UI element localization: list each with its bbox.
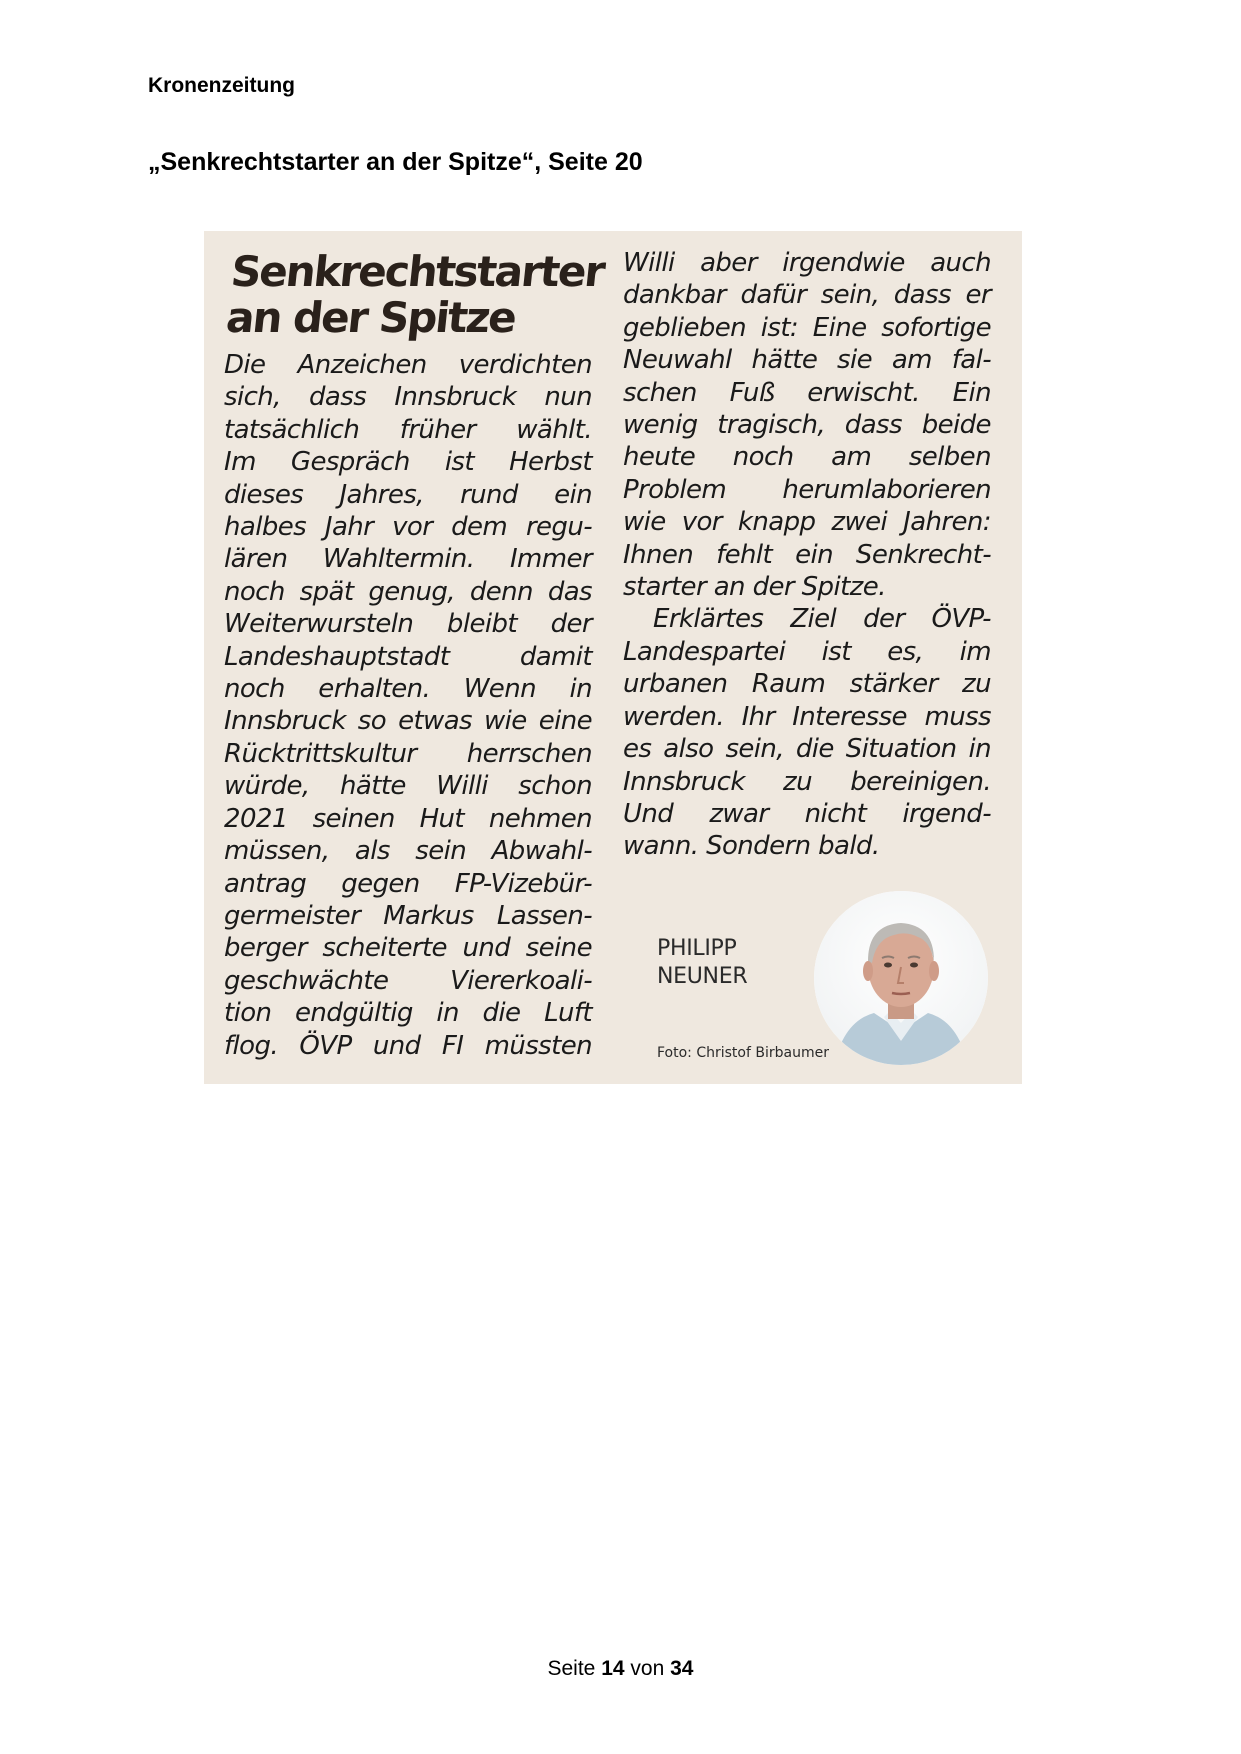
article-title-line: Senkrechtstarter: [228, 247, 606, 296]
article-word: das: [547, 576, 592, 607]
article-word: zwar: [709, 798, 769, 829]
article-word: Innsbruck: [623, 766, 745, 797]
article-word: Senkrecht-: [855, 539, 991, 570]
article-word: und: [462, 933, 511, 964]
article-word: der: [863, 604, 905, 635]
article-word: ÖVP-: [931, 604, 991, 635]
article-text-line: [224, 543, 592, 575]
article-text-line: [623, 247, 991, 279]
article-text-line: [224, 349, 592, 381]
article-word: müssten: [484, 1030, 592, 1061]
article-word: noch: [224, 674, 285, 705]
article-word: noch: [224, 576, 285, 607]
article-word: seine: [525, 933, 592, 964]
article-word: er: [965, 280, 991, 311]
article-word: ist:: [760, 312, 799, 343]
article-text-line: [224, 414, 592, 446]
article-word: wählt.: [516, 414, 592, 445]
article-word: seinen: [312, 803, 395, 834]
article-word: scheiterte: [322, 933, 447, 964]
article-word: dass: [893, 280, 951, 311]
article-word: am: [831, 442, 872, 473]
article-word: Erklärtes: [653, 604, 764, 635]
article-word: in: [436, 998, 459, 1029]
article-word: Ihnen: [623, 539, 694, 570]
article-word: dass: [844, 410, 902, 441]
article-text-line: [623, 279, 991, 311]
article-text-line: [224, 1030, 592, 1062]
article-word: fehlt: [716, 539, 773, 570]
article-word: Jahren:: [903, 507, 991, 538]
article-word: flog.: [224, 1030, 279, 1061]
article-word: vor: [392, 512, 433, 543]
article-left-column: [223, 247, 606, 1062]
article-word: eine: [538, 706, 592, 737]
article-text-line: [224, 641, 592, 673]
article-word: und: [372, 1030, 421, 1061]
article-title-line: an der Spitze: [223, 293, 518, 342]
article-word: geblieben: [623, 312, 747, 343]
article-word: Wenn: [463, 674, 536, 705]
article-word: Raum: [751, 669, 826, 700]
article-word: wie: [623, 507, 666, 538]
document-headline: „Senkrechtstarter an der Spitze“, Seite 20: [148, 148, 643, 176]
article-word: dafür: [740, 280, 807, 311]
article-word: stärker: [849, 669, 938, 700]
article-word: irgend-: [902, 798, 991, 829]
article-text-line: [224, 738, 592, 770]
article-text-line: [224, 576, 592, 608]
article-text-line: [623, 636, 991, 668]
article-word: noch: [732, 442, 794, 473]
article-right-column: [623, 247, 991, 863]
article-left-text: [224, 349, 592, 1062]
article-word: selben: [908, 442, 991, 473]
article-word: verdichten: [458, 350, 592, 380]
article-text-line: [224, 868, 592, 900]
article-word: halbes: [224, 512, 307, 543]
article-word: germeister: [224, 900, 361, 931]
article-word: die: [795, 734, 834, 765]
article-text-line: [623, 312, 991, 344]
article-word: hätte: [751, 345, 818, 376]
article-word: so: [357, 706, 387, 737]
article-word: FP-Vizebür-: [454, 868, 592, 899]
article-word: nicht: [804, 798, 867, 829]
article-word: in: [569, 674, 592, 705]
article-text-line: [623, 668, 991, 700]
article-word: sein: [415, 836, 467, 867]
article-word: zu: [962, 669, 991, 700]
article-word: Immer: [509, 544, 592, 575]
article-word: sein,: [820, 280, 880, 311]
article-word: vor: [681, 507, 722, 538]
article-word: auch: [930, 248, 991, 278]
article-word: Wahltermin.: [322, 544, 475, 575]
article-word: Die: [224, 350, 266, 380]
article-word: etwas: [398, 706, 472, 737]
article-word: ist: [444, 447, 474, 478]
article-text-line: [224, 705, 592, 737]
article-text-line: [224, 770, 592, 802]
article-word: wenig: [623, 410, 698, 441]
article-word: herrschen: [466, 738, 592, 769]
article-word: Innsbruck: [224, 706, 346, 737]
author-portrait-icon: [814, 891, 988, 1065]
article-word: geschwächte: [224, 965, 389, 996]
article-word: tragisch,: [717, 410, 825, 441]
article-word: also: [663, 734, 714, 765]
article-word: denn: [469, 576, 533, 607]
article-text-line: starter an der Spitze.: [623, 572, 886, 603]
article-text-line: [224, 932, 592, 964]
document-source: Kronenzeitung: [148, 74, 295, 97]
article-word: bereinigen.: [850, 766, 991, 797]
article-word: FI: [441, 1030, 464, 1061]
article-word: erwischt.: [807, 377, 920, 408]
article-word: erhalten.: [318, 674, 431, 705]
article-word: dem: [451, 512, 508, 543]
article-word: Eine: [812, 312, 867, 343]
article-word: schen: [623, 377, 697, 408]
article-word: dass: [309, 382, 367, 413]
page-of-label: von: [630, 1657, 665, 1680]
article-word: Und: [623, 798, 674, 829]
article-word: Luft: [544, 998, 592, 1029]
article-word: knapp: [737, 507, 816, 538]
article-word: Viererkoali-: [450, 965, 592, 996]
total-pages: 34: [670, 1657, 694, 1680]
article-text-line: [224, 511, 592, 543]
author-first-name: PHILIPP: [657, 936, 737, 961]
article-word: Jahr: [324, 512, 374, 543]
article-text-line: [623, 539, 991, 571]
article-text-line: [623, 603, 991, 635]
article-word: nun: [544, 382, 592, 413]
article-word: ist: [821, 636, 851, 667]
article-word: herumlaborieren: [782, 474, 991, 505]
article-word: Landeshauptstadt: [224, 641, 450, 672]
article-word: Jahres,: [339, 479, 424, 510]
article-word: dankbar: [623, 280, 726, 311]
newspaper-clipping: [204, 231, 1022, 1084]
page-number-footer: [0, 1657, 1241, 1681]
article-word: schon: [518, 771, 592, 802]
article-text-line: [224, 673, 592, 705]
article-text-line: [623, 766, 991, 798]
article-word: genug,: [368, 576, 455, 607]
article-word: Fuß: [729, 377, 775, 408]
article-word: tion: [224, 998, 272, 1029]
article-text-line: [623, 733, 991, 765]
article-word: Weiterwursteln: [224, 609, 414, 640]
article-word: 2021: [224, 803, 288, 834]
article-word: Anzeichen: [297, 350, 427, 380]
article-word: fal-: [951, 345, 991, 376]
article-word: endgültig: [295, 998, 413, 1029]
article-word: urbanen: [623, 669, 728, 700]
article-title: [223, 247, 606, 342]
article-word: Im: [224, 447, 256, 478]
article-word: werden.: [623, 701, 724, 732]
article-word: der: [550, 609, 592, 640]
portrait-drawing: [814, 891, 988, 1065]
article-word: Lassen-: [496, 900, 592, 931]
article-word: im: [959, 636, 991, 667]
author-byline: [657, 935, 747, 991]
article-word: tatsächlich: [224, 414, 360, 445]
article-word: antrag: [224, 868, 307, 899]
article-word: regu-: [525, 512, 592, 543]
article-word: Neuwahl: [623, 345, 732, 376]
article-word: gegen: [341, 868, 420, 899]
article-word: Ihr: [741, 701, 775, 732]
article-text-line: [224, 446, 592, 478]
article-text-line: wann. Sondern bald.: [623, 831, 880, 862]
photo-credit: Foto: Christof Birbaumer: [657, 1045, 829, 1061]
article-text-line: [224, 900, 592, 932]
article-word: Abwahl-: [491, 836, 592, 867]
article-word: rund: [460, 479, 518, 510]
article-word: die: [482, 998, 521, 1029]
current-page: 14: [601, 1657, 625, 1680]
article-word: irgendwie: [782, 248, 905, 278]
article-word: Rücktrittskultur: [224, 738, 417, 769]
article-word: Herbst: [509, 447, 592, 478]
article-word: ein: [554, 479, 592, 510]
article-word: muss: [924, 701, 991, 732]
article-word: damit: [519, 641, 592, 672]
article-word: dieses: [224, 479, 304, 510]
article-text-line: [224, 965, 592, 997]
article-text-line: [224, 608, 592, 640]
article-word: Gespräch: [290, 447, 410, 478]
article-word: nehmen: [488, 803, 592, 834]
article-word: es: [623, 734, 652, 765]
article-word: Problem: [623, 474, 727, 505]
article-word: zu: [783, 766, 812, 797]
article-word: am: [891, 345, 932, 376]
article-word: Ein: [952, 377, 991, 408]
article-word: lären: [224, 544, 288, 575]
article-text-line: [224, 479, 592, 511]
article-word: spät: [299, 576, 354, 607]
article-word: es,: [887, 636, 924, 667]
page-label: Seite: [547, 1657, 596, 1680]
article-word: in: [968, 734, 991, 765]
article-right-text: [623, 247, 991, 863]
article-word: als: [354, 836, 390, 867]
article-word: hätte: [340, 771, 406, 802]
article-text-line: [623, 409, 991, 441]
article-word: Interesse: [792, 701, 907, 732]
article-word: sein,: [725, 734, 784, 765]
article-word: Ziel: [790, 604, 837, 635]
article-word: beide: [921, 410, 991, 441]
article-word: zwei: [831, 507, 888, 538]
article-word: müssen,: [224, 836, 330, 867]
article-word: sich,: [224, 382, 281, 413]
article-text-line: [224, 381, 592, 413]
article-text-line: [224, 803, 592, 835]
article-word: sofortige: [881, 312, 991, 343]
article-text-line: [623, 377, 991, 409]
article-word: Willi: [623, 248, 675, 278]
article-word: ÖVP: [299, 1030, 352, 1061]
article-word: Innsbruck: [394, 382, 517, 413]
article-text-line: [623, 798, 991, 830]
article-text-line: [623, 344, 991, 376]
author-last-name: NEUNER: [657, 964, 748, 989]
article-word: Hut: [419, 803, 464, 834]
article-text-line: [224, 835, 592, 867]
article-word: Situation: [845, 734, 957, 765]
article-word: heute: [623, 442, 696, 473]
article-word: Landespartei: [623, 636, 786, 667]
article-word: Markus: [383, 900, 474, 931]
article-word: aber: [700, 248, 757, 278]
article-word: sie: [837, 345, 873, 376]
article-text-line: [224, 997, 592, 1029]
article-text-line: [623, 474, 991, 506]
article-text-line: [623, 441, 991, 473]
article-word: wie: [484, 706, 527, 737]
article-word: würde,: [224, 771, 310, 802]
article-word: Willi: [436, 771, 488, 802]
article-word: berger: [224, 933, 307, 964]
article-text-line: [623, 506, 991, 538]
article-text-line: [623, 701, 991, 733]
article-word: ein: [795, 539, 833, 570]
article-word: früher: [399, 414, 476, 445]
article-word: bleibt: [446, 609, 517, 640]
